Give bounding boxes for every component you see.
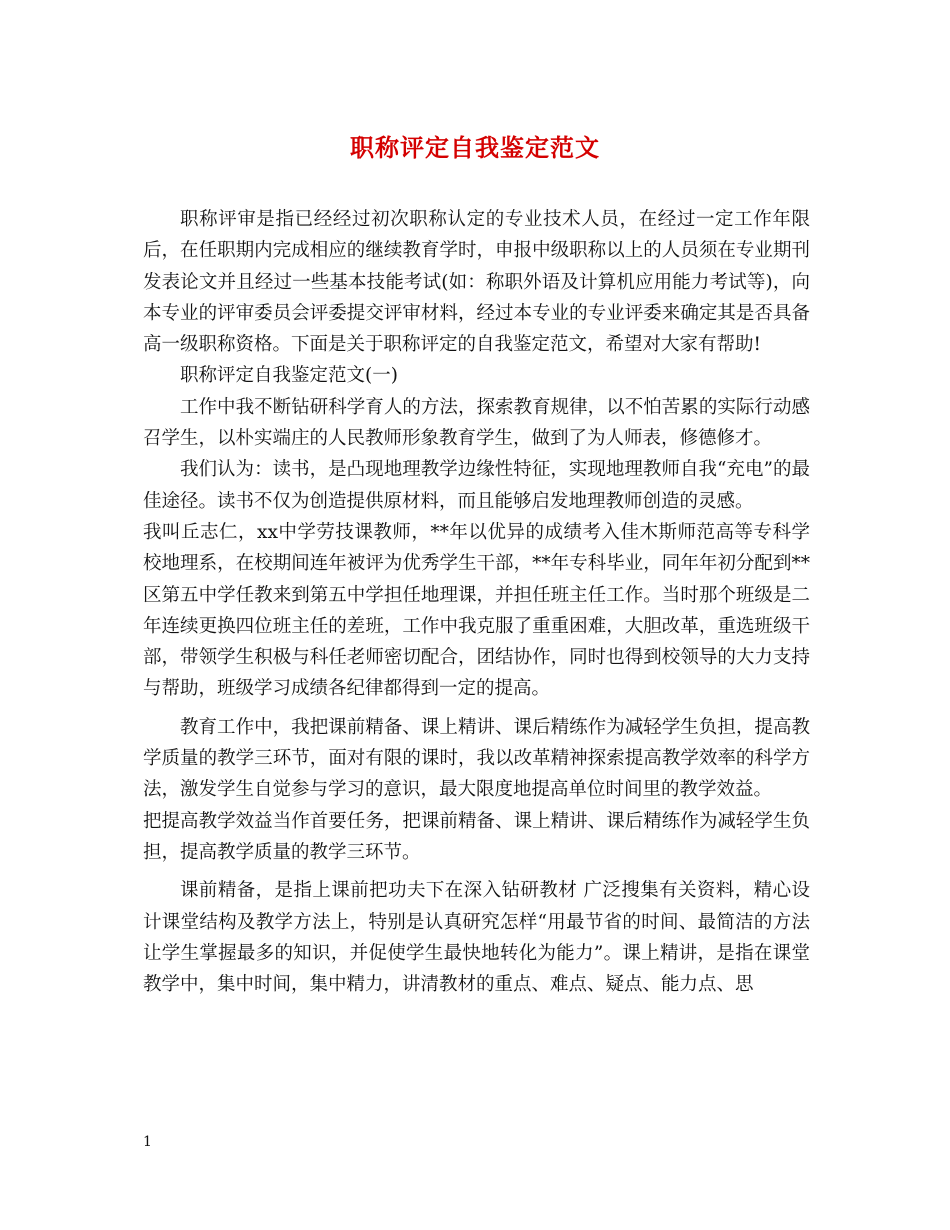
paragraph-intro: 职称评审是指已经经过初次职称认定的专业技术人员，在经过一定工作年限后，在任职期内完成相应的继续教育学时，申报中级职称以上的人员须在专业期刊发表论文并且经过一些基本技能考试(如：称职外语及计算机应用能力考试等)，向本专业的评审委员会评委提交评审材料，经过本专业的专业评委来确定其是否具备高一级职称资格。下面是关于职称评定的自我鉴定范文，希望对大家有帮助!: [143, 209, 810, 356]
paragraph-lesson-preparation: 课前精备，是指上课前把功夫下在深入钻研教材 广泛搜集有关资料，精心设计课堂结构及教学方法上，特别是认真研究怎样“用最节省的时间、最简洁的方法让学生掌握最多的知识，并促使学生最快地转化为能力”。课上精讲，是指在课堂教学中，集中时间，集中精力，讲清教材的重点、难点、疑点、能力点、思: [143, 880, 810, 996]
paragraph-self-introduction: 我叫丘志仁，xx中学劳技课教师，**年以优异的成绩考入佳木斯师范高等专科学校地理系，在校期间连年被评为优秀学生干部，**年专科毕业，同年年初分配到**区第五中学任教来到第五中学担任地理课，并担任班主任工作。当时那个班级是二年连续更换四位班主任的差班，工作中我克服了重重困难，大胆改革，重选班级干部，带领学生积极与科任老师密切配合，团结协作，同时也得到校领导的大力支持与帮助，班级学习成绩各纪律都得到一定的提高。: [143, 521, 810, 700]
document-body: [143, 204, 810, 1000]
document-title: 职称评定自我鉴定范文: [350, 133, 600, 162]
paragraph-teaching-work: 教育工作中，我把课前精备、课上精讲、课后精练作为减轻学生负担，提高教学质量的教学三环节，面对有限的课时，我以改革精神探索提高教学效率的科学方法，激发学生自觉参与学习的意识，最大限度地提高单位时间里的教学效益。: [143, 716, 810, 801]
paragraph-reading: 我们认为：读书，是凸现地理教学边缘性特征，实现地理教师自我“充电”的最佳途径。读书不仅为创造提供原材料，而且能够启发地理教师创造的灵感。: [143, 459, 810, 512]
paragraph-work-attitude: 工作中我不断钻研科学育人的方法，探索教育规律，以不怕苦累的实际行动感召学生，以朴实端庄的人民教师形象教育学生，做到了为人师表，修德修才。: [143, 396, 810, 450]
paragraph-section-heading: 职称评定自我鉴定范文(一): [180, 365, 398, 387]
paragraph-teaching-efficiency: 把提高教学效益当作首要任务，把课前精备、课上精讲、课后精练作为减轻学生负担，提高教学质量的教学三环节。: [143, 810, 810, 863]
page-number: 1: [143, 1134, 152, 1150]
